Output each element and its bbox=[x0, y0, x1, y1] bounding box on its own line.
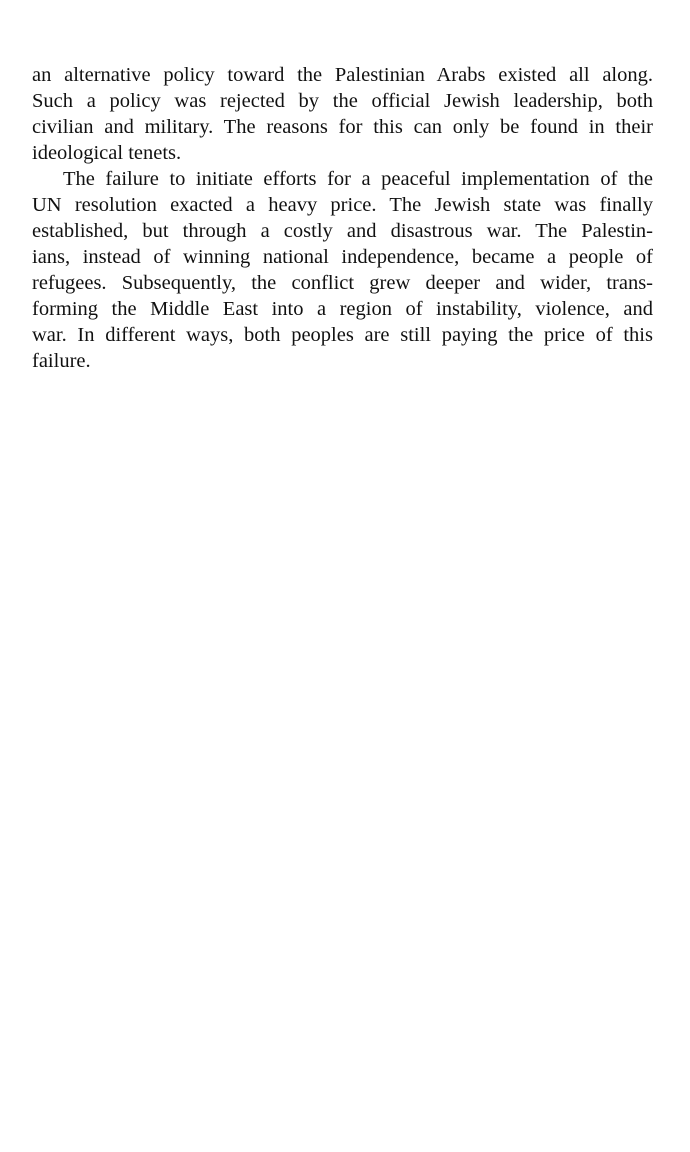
paragraph-2 bbox=[32, 166, 653, 374]
text-line: ians, instead of winning national independence, became a people of bbox=[32, 246, 653, 268]
text-line: UN resolution exacted a heavy price. The Jewish state was finally bbox=[32, 194, 653, 216]
text-line: ideological tenets. bbox=[32, 142, 182, 164]
text-line: an alternative policy toward the Palestinian Arabs existed all along. bbox=[32, 64, 653, 86]
text-line: forming the Middle East into a region of instability, violence, and bbox=[32, 298, 653, 320]
text-line: war. In different ways, both peoples are still paying the price of this bbox=[32, 324, 653, 346]
text-line: established, but through a costly and disastrous war. The Palestin- bbox=[32, 220, 653, 242]
text-line: The failure to initiate efforts for a peaceful implementation of the bbox=[63, 168, 653, 190]
text-line: civilian and military. The reasons for this can only be found in their bbox=[32, 116, 653, 138]
text-line: refugees. Subsequently, the conflict grew deeper and wider, trans- bbox=[32, 272, 653, 294]
document-page bbox=[32, 62, 653, 374]
text-line: Such a policy was rejected by the official Jewish leadership, both bbox=[32, 90, 653, 112]
paragraph-1 bbox=[32, 62, 653, 166]
text-line: failure. bbox=[32, 350, 91, 372]
